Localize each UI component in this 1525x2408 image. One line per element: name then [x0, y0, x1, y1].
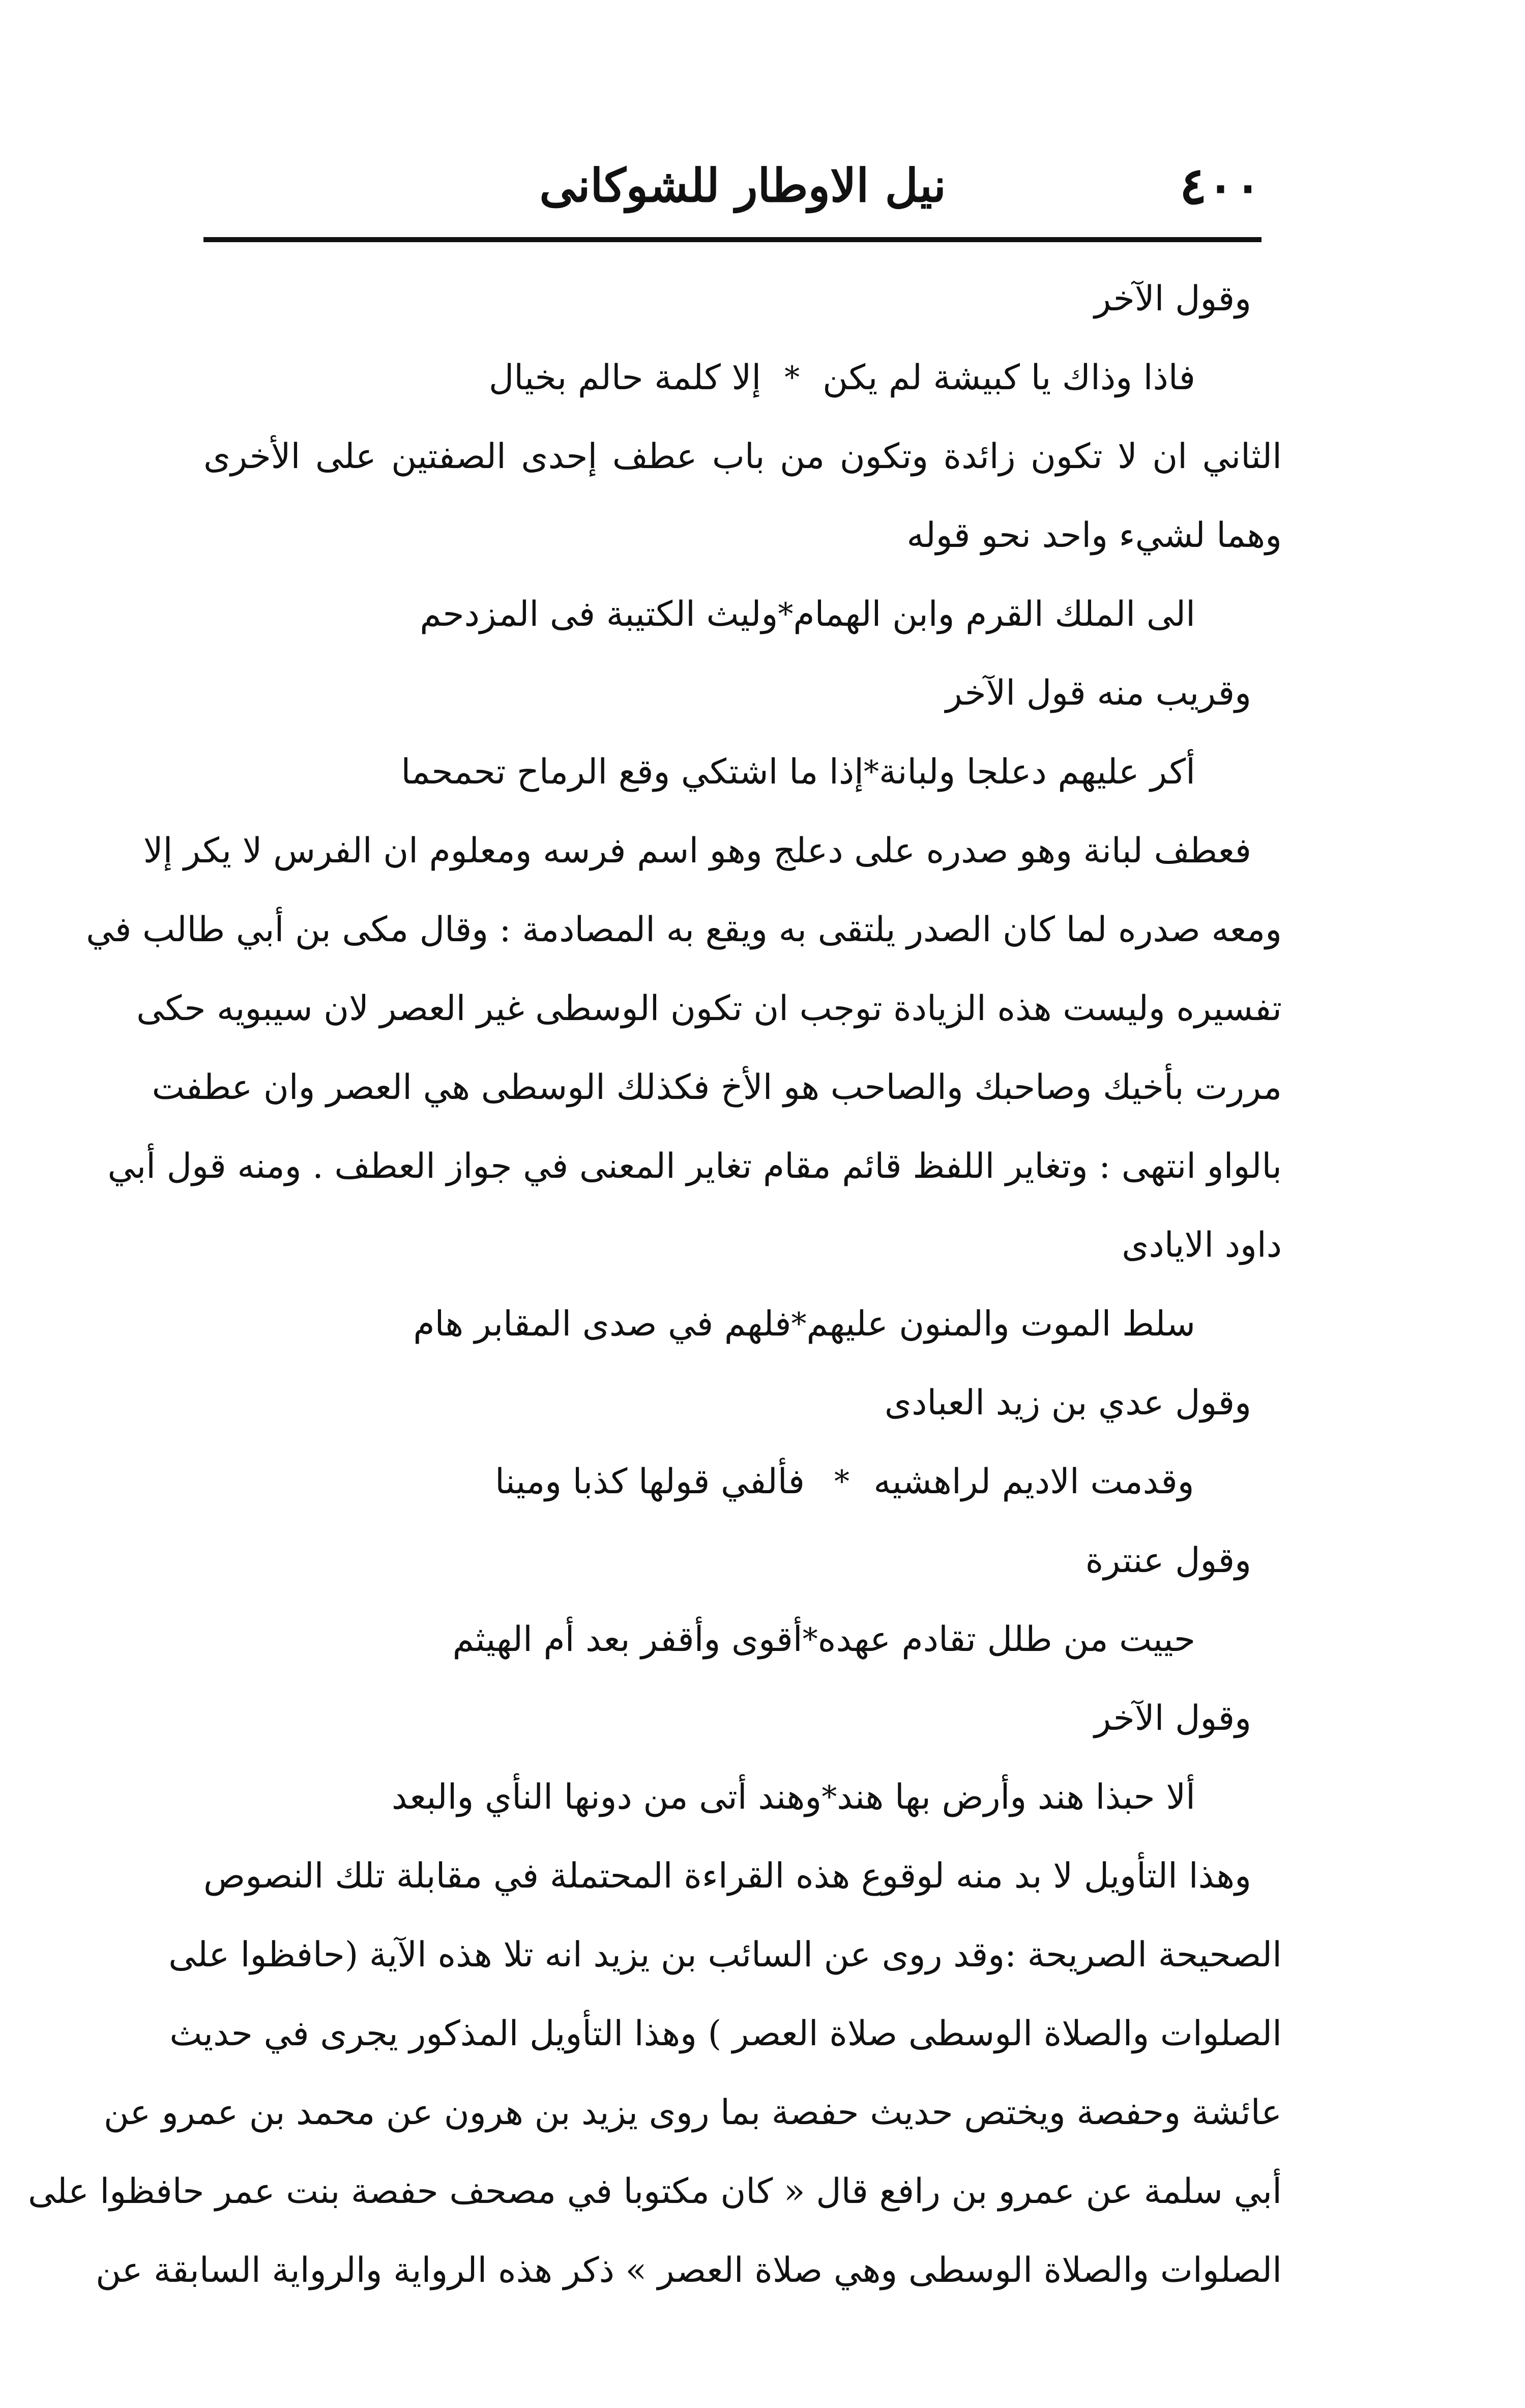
prose-line: تفسيره وليست هذه الزيادة توجب ان تكون الوسطى غير العصر لان سيبويه حكى	[136, 989, 1282, 1029]
verse-hemistich-second: فألفي قولها كذبا ومينا	[494, 1462, 805, 1502]
verse-separator: *	[778, 596, 794, 632]
prose-line: ومعه صدره لما كان الصدر يلتقى به ويقع به المصادمة : وقال مكى بن أبي طالب في	[86, 910, 1282, 950]
prose-line: وقول الآخر	[1094, 1698, 1251, 1738]
verse-hemistich-second: وهند أتى من دونها النأي والبعد	[391, 1777, 822, 1817]
prose-line: الصحيحة الصريحة :وقد روى عن السائب بن يزيد انه تلا هذه الآية (حافظوا على	[168, 1935, 1282, 1975]
page-header	[203, 148, 1262, 234]
prose-line: وقريب منه قول الآخر	[945, 673, 1251, 713]
verse-hemistich-first: الى الملك القرم وابن الهمام	[793, 594, 1195, 634]
verse-hemistich-first: وقدمت الاديم لراهشيه	[873, 1462, 1194, 1502]
prose-line: الصلوات والصلاة الوسطى وهي صلاة العصر » ذكر هذه الرواية والرواية السابقة عن	[96, 2250, 1282, 2290]
verse-line	[203, 1758, 1282, 1837]
verse-hemistich-first: حييت من طلل تقادم عهده	[817, 1619, 1195, 1660]
verse-hemistich-first: أكر عليهم دعلجا ولبانة	[879, 752, 1195, 792]
verse-hemistich-first: سلط الموت والمنون عليهم	[806, 1304, 1195, 1344]
verse-hemistich-second: إذا ما اشتكي وقع الرماح تحمحما	[401, 752, 864, 792]
verse-hemistich-second: إلا كلمة حالم بخيال	[488, 358, 761, 398]
prose-line: وهذا التأويل لا بد منه لوقوع هذه القراءة المحتملة في مقابلة تلك النصوص	[203, 1856, 1251, 1896]
header-rule	[203, 237, 1262, 242]
prose-line: داود الايادى	[1122, 1225, 1282, 1265]
verse-line	[203, 575, 1282, 654]
prose-line: وقول عنترة	[1085, 1541, 1251, 1581]
verse-line	[203, 1442, 1282, 1521]
prose-line: بالواو انتهى : وتغاير اللفظ قائم مقام تغاير المعنى في جواز العطف . ومنه قول أبي	[107, 1146, 1282, 1186]
prose-line: فعطف لبانة وهو صدره على دعلج وهو اسم فرسه ومعلوم ان الفرس لا يكر إلا	[143, 831, 1251, 871]
body-text	[28, 259, 1282, 2310]
prose-line: وهما لشيء واحد نحو قوله	[906, 515, 1282, 556]
verse-hemistich-first: ألا حبذا هند وأرض بها هند	[837, 1777, 1195, 1817]
prose-line: الثاني ان لا تكون زائدة وتكون من باب عطف إحدى الصفتين على الأخرى	[203, 437, 1282, 477]
prose-line: وقول الآخر	[1094, 279, 1251, 319]
prose-line: عائشة وحفصة ويختص حديث حفصة بما روى يزيد بن هرون عن محمد بن عمرو عن	[103, 2093, 1282, 2133]
verse-line	[203, 338, 1282, 417]
verse-line	[203, 1600, 1282, 1679]
verse-separator: *	[791, 1306, 807, 1342]
verse-separator: *	[802, 1621, 818, 1657]
verse-separator: *	[822, 1779, 837, 1815]
prose-line: أبي سلمة عن عمرو بن رافع قال « كان مكتوبا في مصحف حفصة بنت عمر حافظوا على	[28, 2171, 1282, 2212]
verse-separator: *	[834, 1464, 849, 1499]
prose-line: وقول عدي بن زيد العبادى	[884, 1383, 1251, 1423]
verse-hemistich-second: وليث الكتيبة فى المزدحم	[420, 594, 778, 634]
verse-hemistich-second: أقوى وأقفر بعد أم الهيثم	[452, 1619, 803, 1660]
verse-separator: *	[864, 754, 879, 790]
prose-line: مررت بأخيك وصاحبك والصاحب هو الأخ فكذلك الوسطى هي العصر وان عطفت	[152, 1067, 1282, 1108]
verse-hemistich-first: فاذا وذاك يا كبيشة لم يكن	[823, 358, 1195, 398]
page-number: ٤٠٠	[1179, 156, 1262, 216]
verse-line	[203, 1285, 1282, 1363]
running-title: نيل الاوطار للشوكانى	[539, 159, 946, 213]
verse-hemistich-second: فلهم في صدى المقابر هام	[413, 1304, 791, 1344]
verse-separator: *	[784, 360, 800, 395]
verse-line	[203, 733, 1282, 811]
prose-line: الصلوات والصلاة الوسطى صلاة العصر ) وهذا التأويل المذكور يجرى في حديث	[169, 2014, 1282, 2054]
